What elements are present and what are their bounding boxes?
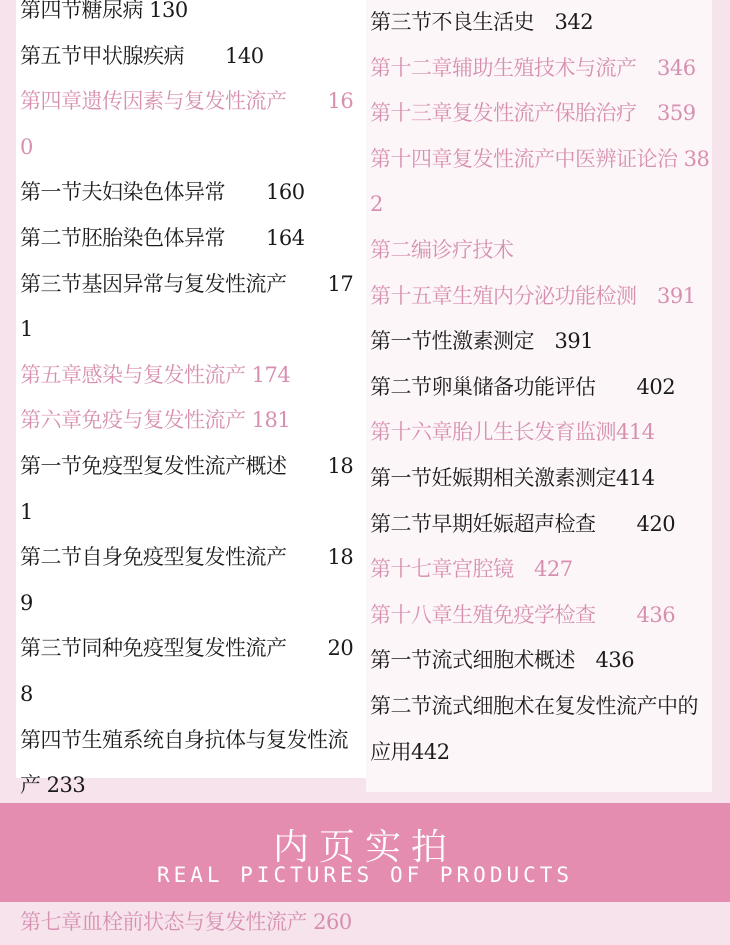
toc-section-entry: 第一节流式细胞术概述 436 [370,648,635,673]
toc-right-panel [366,0,712,792]
toc-chapter-entry: 第六章免疫与复发性流产 181 [20,408,291,433]
toc-chapter-entry: 第五章感染与复发性流产 174 [20,362,291,387]
toc-section-entry: 第二节卵巢储备功能评估 402 [370,374,676,399]
toc-section-entry: 第二节早期妊娠超声检查 420 [370,511,676,536]
toc-section-entry: 第二节自身免疫型复发性流产 189 [20,545,354,615]
toc-section-entry: 第三节不良生活史 342 [370,10,594,34]
toc-chapter-entry: 第四章遗传因素与复发性流产 160 [20,89,354,159]
toc-chapter-entry: 第十八章生殖免疫学检查 436 [370,602,676,627]
toc-section-entry: 第三节同种免疫型复发性流产 208 [20,636,354,706]
toc-section-entry: 第五节甲状腺疾病 140 [20,43,264,68]
banner-title: 内页实拍 [272,827,457,868]
toc-section-entry: 第一节免疫型复发性流产概述 181 [20,453,354,524]
toc-section-entry: 第一节夫妇染色体异常 160 [20,180,305,205]
toc-section-entry: 第一节妊娠期相关激素测定414 [370,465,655,490]
toc-chapter-entry: 第十二章辅助生殖技术与流产 346 [370,55,696,80]
toc-chapter-entry: 第十七章宫腔镜 427 [370,557,573,582]
toc-section-entry: 第二节胚胎染色体异常 164 [20,225,305,250]
footer-banner [0,803,730,902]
toc-section-entry: 第一节性激素测定 391 [370,329,594,354]
toc-chapter-entry: 第十五章生殖内分泌功能检测 391 [370,283,696,308]
toc-chapter-entry: 第十六章胎儿生长发育监测414 [370,420,655,445]
toc-chapter-entry: 第二编诊疗技术 [370,237,514,262]
toc-right-list [370,0,712,775]
toc-section-entry: 第四节生殖系统自身抗体与复发性流产 233 [20,727,348,798]
toc-section-entry: 第三节基因异常与复发性流产 171 [20,271,354,342]
toc-section-entry: 第四节糖尿病 130 [20,0,188,22]
toc-section-entry: 第二节流式细胞术在复发性流产中的应用442 [370,693,698,764]
toc-chapter-entry: 第十四章复发性流产中医辨证论治 382 [370,146,710,217]
banner-subtitle: REAL PICTURES OF PRODUCTS [156,863,574,887]
toc-chapter-entry: 第十三章复发性流产保胎治疗 359 [370,101,696,126]
toc-chapter-entry: 第七章血栓前状态与复发性流产 260 [20,909,352,934]
